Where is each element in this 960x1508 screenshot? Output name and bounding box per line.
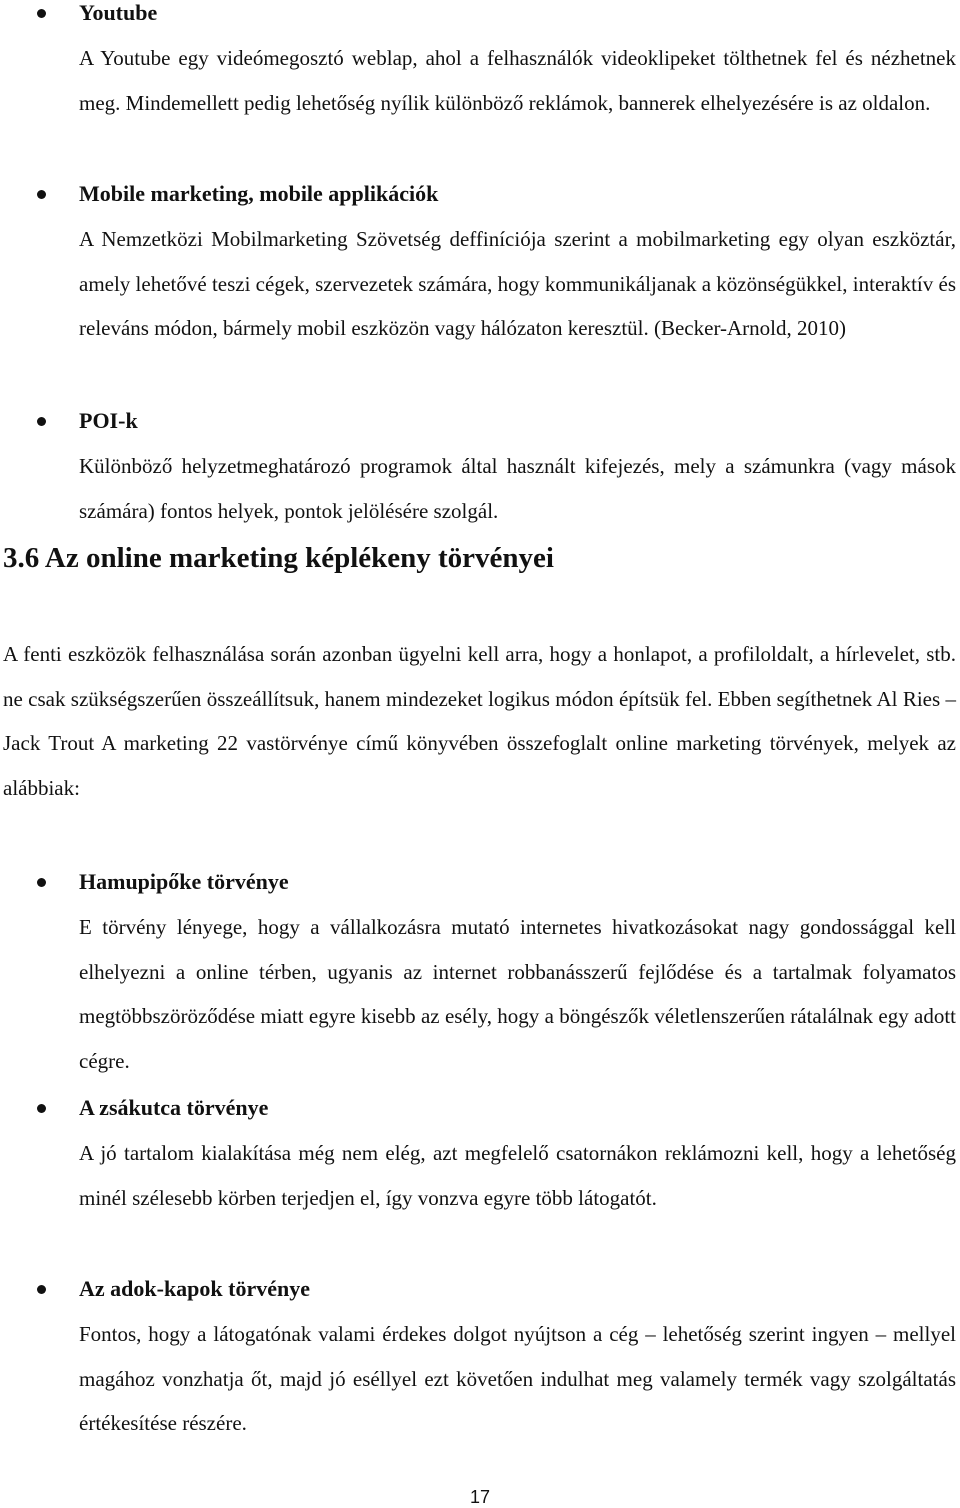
bullet-icon	[37, 190, 46, 199]
list-item-hamupipoke	[0, 869, 960, 1083]
bullet-icon	[37, 878, 46, 887]
item-text: A Youtube egy videómegosztó weblap, ahol a felhasználók videoklipeket tölthetnek fel és nézhetnek meg. Mindemellett pedig lehetőség nyílik különböző reklámok, bannerek elhelyezésére is az oldalon.	[79, 46, 956, 115]
item-text: Fontos, hogy a látogatónak valami érdekes dolgot nyújtson a cég – lehetőség szerint ingyen – mellyel magához vonzhatja őt, majd jó eséllyel ezt követően indulhat meg valamely termék vagy szolgáltatás értékesítése részére.	[79, 1322, 956, 1435]
item-text: A Nemzetközi Mobilmarketing Szövetség deffiníciója szerint a mobilmarketing egy olyan eszköztár, amely lehetővé teszi cégek, szervezetek számára, hogy kommunikáljanak a közönségükkel, interaktív és releváns módon, bármely mobil eszközön vagy hálózaton keresztül. (Becker-Arnold, 2010)	[79, 227, 956, 340]
bullet-icon	[37, 9, 46, 18]
item-title: Youtube	[79, 0, 158, 25]
list-item-adok-kapok	[0, 1276, 960, 1446]
item-text: E törvény lényege, hogy a vállalkozásra mutató internetes hivatkozásokat nagy gondossággal kell elhelyezni a online térben, ugyanis az internet robbanásszerű fejlődése és a tartalmak folyamatos megtöbbszöröződése miatt egyre kisebb az esély, hogy a böngészők véletlenszerűen rátalálnak egy adott cégre.	[79, 915, 956, 1073]
list-item-youtube	[0, 0, 960, 125]
bullet-icon	[37, 1285, 46, 1294]
item-text: A jó tartalom kialakítása még nem elég, azt megfelelő csatornákon reklámozni kell, hogy a lehetőség minél szélesebb körben terjedjen el, így vonzva egyre több látogatót.	[79, 1141, 956, 1210]
item-title: Mobile marketing, mobile applikációk	[79, 181, 439, 206]
list-item-mobile-marketing	[0, 181, 960, 351]
item-title: Hamupipőke törvénye	[79, 869, 289, 894]
bullet-icon	[37, 1104, 46, 1113]
item-text: Különböző helyzetmeghatározó programok által használt kifejezés, mely a számunkra (vagy mások számára) fontos helyek, pontok jelölésére szolgál.	[79, 454, 956, 523]
item-title: POI-k	[79, 408, 138, 433]
section-intro: A fenti eszközök felhasználása során azonban ügyelni kell arra, hogy a honlapot, a profiloldalt, a hírlevelet, stb. ne csak szükségszerűen összeállítsuk, hanem mindezeket logikus módon építsük fel. Ebben segíthetnek Al Ries – Jack Trout A marketing 22 vastörvénye című könyvében összefoglalt online marketing törvények, melyek az alábbiak:	[3, 642, 956, 800]
list-item-zsakutca	[0, 1095, 960, 1220]
section-heading: 3.6 Az online marketing képlékeny törvényei	[3, 542, 554, 574]
item-title: A zsákutca törvénye	[79, 1095, 269, 1120]
item-title: Az adok-kapok törvénye	[79, 1276, 311, 1301]
bullet-icon	[37, 417, 46, 426]
list-item-poi	[0, 408, 960, 533]
page-number: 17	[469, 1487, 491, 1507]
